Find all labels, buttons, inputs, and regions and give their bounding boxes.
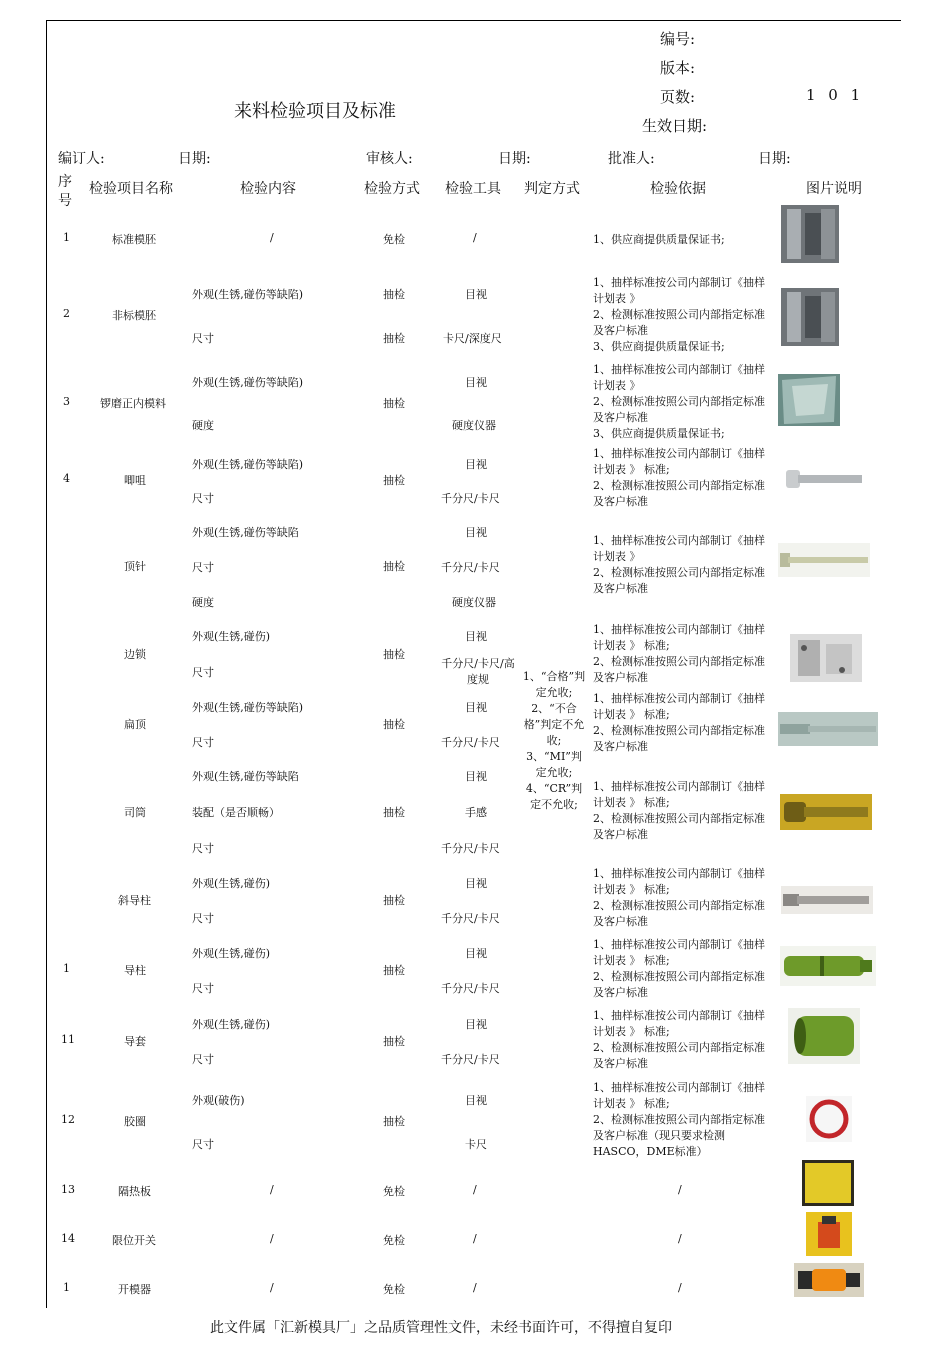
review-date-label: 日期:: [498, 151, 531, 167]
guide-bushing-photo: [788, 1008, 860, 1064]
ejector-pin-photo: [778, 543, 870, 577]
row-method: 抽检: [383, 560, 405, 573]
row-method: 抽检: [383, 894, 405, 907]
approver-label: 批准人:: [608, 151, 655, 167]
row-seq: 1: [63, 1281, 70, 1294]
row-basis: 1、抽样标准按公司内部制订《抽样计划表 》 标准; 2、检测标准按照公司内部指定标准及客户标准: [593, 692, 765, 753]
row-name: 导套: [124, 1035, 146, 1048]
row-seq: 4: [63, 472, 70, 485]
row-method: 抽检: [383, 648, 405, 661]
row-tool: 千分尺/卡尺: [441, 982, 500, 995]
row-seq: 11: [61, 1033, 75, 1046]
flat-ejector-photo: [778, 712, 878, 746]
row-name: 锣磨正内模料: [100, 397, 166, 410]
row-basis: 1、抽样标准按公司内部制订《抽样计划表 》 标准; 2、检测标准按照公司内部指定标准及客户标准（现只要求检测HASCO，DME标准）: [593, 1081, 765, 1158]
col-tool: 检验工具: [445, 181, 501, 197]
row-seq: 13: [61, 1183, 75, 1196]
reviewer-label: 审核人:: [366, 151, 413, 167]
row-basis: 1、抽样标准按公司内部制订《抽样计划表 》 标准; 2、检测标准按照公司内部指定标准及客户标准: [593, 623, 765, 684]
row-content: 尺寸: [192, 666, 214, 679]
row-content: 尺寸: [192, 1138, 214, 1151]
judge-criteria: 1、“合格”判定允收; 2、“不合格”判定不允收; 3、“MI”判定允收; 4、“CR”判定不允收;: [522, 670, 586, 811]
frame-top-border: [46, 20, 901, 21]
row-method: 抽检: [383, 397, 405, 410]
row-tool: 目视: [465, 288, 487, 301]
row-method: 免检: [383, 1185, 405, 1198]
ejector-sleeve-photo: [780, 794, 872, 830]
row-method: 抽检: [383, 718, 405, 731]
row-method: 抽检: [383, 332, 405, 345]
row-seq: 3: [63, 395, 70, 408]
mold-opener-photo: [794, 1263, 864, 1297]
side-lock-photo: [790, 634, 862, 682]
row-basis: /: [678, 1183, 682, 1196]
col-method: 检验方式: [364, 181, 420, 197]
row-tool: 千分尺/卡尺: [441, 842, 500, 855]
row-tool: 千分尺/卡尺: [441, 1053, 500, 1066]
row-basis: 1、抽样标准按公司内部制订《抽样计划表 》 2、检测标准按照公司内部指定标准及客户标准: [593, 534, 765, 595]
row-tool: 目视: [465, 458, 487, 471]
approve-date-label: 日期:: [758, 151, 791, 167]
row-content: 外观(生锈,碰伤): [192, 630, 271, 643]
row-tool: 目视: [465, 947, 487, 960]
row-tool: 目视: [465, 630, 487, 643]
row-content: 外观(生锈,碰伤等缺陷): [192, 288, 304, 301]
number-label: 编号:: [660, 30, 696, 48]
row-name: 非标模胚: [112, 309, 156, 322]
mold-material-photo: [778, 374, 840, 426]
row-name: 胶圈: [124, 1115, 146, 1128]
row-tool: /: [473, 1281, 477, 1294]
row-content: 尺寸: [192, 982, 214, 995]
pages-value: 1 0 1: [806, 86, 865, 104]
o-ring-photo: [806, 1096, 852, 1142]
row-name: 司筒: [124, 806, 146, 819]
row-tool: 目视: [465, 1094, 487, 1107]
row-content: 尺寸: [192, 736, 214, 749]
row-tool: 硬度仪器: [452, 596, 496, 609]
row-name: 顶针: [124, 560, 146, 573]
row-content: 外观(生锈,碰伤): [192, 1018, 271, 1031]
row-basis: 1、供应商提供质量保证书;: [593, 233, 725, 246]
row-tool: 目视: [465, 770, 487, 783]
sprue-bushing-photo: [786, 466, 864, 492]
col-judge: 判定方式: [524, 181, 580, 197]
row-content: /: [270, 1232, 274, 1245]
col-content: 检验内容: [240, 181, 296, 197]
row-basis: 1、抽样标准按公司内部制订《抽样计划表 》 标准; 2、检测标准按照公司内部指定标准及客户标准: [593, 447, 765, 508]
document-title: 来料检验项目及标准: [234, 101, 396, 122]
row-basis: 1、抽样标准按公司内部制订《抽样计划表 》 2、检测标准按照公司内部指定标准及客户标准 3、供应商提供质量保证书;: [593, 363, 765, 440]
row-basis: 1、抽样标准按公司内部制订《抽样计划表 》 标准; 2、检测标准按照公司内部指定标准及客户标准: [593, 780, 765, 841]
frame-left-border: [46, 20, 47, 1308]
row-tool: 手感: [465, 806, 487, 819]
col-seq-line1: 序: [58, 174, 72, 190]
angle-pin-photo: [781, 886, 873, 914]
row-name: 开模器: [118, 1283, 151, 1296]
row-method: 抽检: [383, 288, 405, 301]
mold-base-photo: [781, 205, 839, 263]
guide-pin-photo: [780, 946, 876, 986]
row-content: 硬度: [192, 596, 214, 609]
row-tool: 目视: [465, 877, 487, 890]
row-method: 抽检: [383, 806, 405, 819]
row-tool: 目视: [465, 1018, 487, 1031]
row-content: 外观(生锈,碰伤等缺陷): [192, 376, 304, 389]
row-seq: 1: [63, 962, 70, 975]
row-content: /: [270, 1183, 274, 1196]
row-seq: 14: [61, 1232, 75, 1245]
col-basis: 检验依据: [650, 181, 706, 197]
row-tool: 千分尺/卡尺: [441, 912, 500, 925]
effective-date-label: 生效日期:: [642, 117, 708, 135]
row-basis: 1、抽样标准按公司内部制订《抽样计划表 》 2、检测标准按照公司内部指定标准及客户标准 3、供应商提供质量保证书;: [593, 276, 765, 353]
row-name: 隔热板: [118, 1185, 151, 1198]
row-content: 尺寸: [192, 332, 214, 345]
row-tool: 千分尺/卡尺/高度规: [441, 657, 515, 686]
row-method: 抽检: [383, 474, 405, 487]
row-basis: /: [678, 1232, 682, 1245]
footer-notice: 此文件属「汇新模具厂」之品质管理性文件，未经书面许可，不得擅自复印: [210, 1320, 672, 1336]
row-name: 边锁: [124, 648, 146, 661]
row-content: 尺寸: [192, 492, 214, 505]
row-tool: 千分尺/卡尺: [441, 561, 500, 574]
row-method: 抽检: [383, 1115, 405, 1128]
row-seq: 1: [63, 231, 70, 244]
col-item-name: 检验项目名称: [89, 181, 173, 197]
row-method: 抽检: [383, 1035, 405, 1048]
row-content: 外观(生锈,碰伤等缺陷: [192, 770, 299, 783]
row-tool: 卡尺/深度尺: [443, 332, 502, 345]
row-content: /: [270, 1281, 274, 1294]
row-method: 免检: [383, 233, 405, 246]
compile-date-label: 日期:: [178, 151, 211, 167]
row-content: 尺寸: [192, 561, 214, 574]
row-name: 导柱: [124, 964, 146, 977]
row-method: 免检: [383, 1234, 405, 1247]
row-tool: 千分尺/卡尺: [441, 736, 500, 749]
compiler-label: 编订人:: [58, 151, 105, 167]
row-name: 斜导柱: [118, 894, 151, 907]
row-content: 外观(生锈,碰伤等缺陷: [192, 526, 299, 539]
row-content: 尺寸: [192, 912, 214, 925]
row-tool: /: [473, 1183, 477, 1196]
row-tool: 卡尺: [465, 1138, 487, 1151]
row-content: 外观(生锈,碰伤等缺陷): [192, 458, 304, 471]
row-method: 免检: [383, 1283, 405, 1296]
row-content: 尺寸: [192, 1053, 214, 1066]
row-name: 扁顶: [124, 718, 146, 731]
row-name: 唧咀: [124, 474, 146, 487]
row-tool: 千分尺/卡尺: [441, 492, 500, 505]
row-tool: 目视: [465, 526, 487, 539]
row-content: /: [270, 231, 274, 244]
col-picture: 图片说明: [806, 181, 862, 197]
row-content: 外观(生锈,碰伤等缺陷): [192, 701, 304, 714]
row-content: 装配（是否顺畅）: [192, 806, 280, 819]
row-content: 外观(生锈,碰伤): [192, 877, 271, 890]
row-seq: 12: [61, 1113, 75, 1126]
row-content: 外观(生锈,碰伤): [192, 947, 271, 960]
row-basis: 1、抽样标准按公司内部制订《抽样计划表 》 标准; 2、检测标准按照公司内部指定标准及客户标准: [593, 867, 765, 928]
row-name: 限位开关: [112, 1234, 156, 1247]
row-basis: 1、抽样标准按公司内部制订《抽样计划表 》 标准; 2、检测标准按照公司内部指定标准及客户标准: [593, 1009, 765, 1070]
row-tool: /: [473, 1232, 477, 1245]
row-content: 尺寸: [192, 842, 214, 855]
row-seq: 2: [63, 307, 70, 320]
row-tool: 目视: [465, 376, 487, 389]
row-basis: 1、抽样标准按公司内部制订《抽样计划表 》 标准; 2、检测标准按照公司内部指定标准及客户标准: [593, 938, 765, 999]
pages-label: 页数:: [660, 88, 696, 106]
insulation-board-photo: [802, 1160, 854, 1206]
col-seq-line2: 号: [58, 193, 72, 209]
mold-base-photo: [781, 288, 839, 346]
row-method: 抽检: [383, 964, 405, 977]
row-name: 标准模胚: [112, 233, 156, 246]
row-tool: 硬度仪器: [452, 419, 496, 432]
row-basis: /: [678, 1281, 682, 1294]
limit-switch-photo: [806, 1212, 852, 1256]
row-tool: /: [473, 231, 477, 244]
row-tool: 目视: [465, 701, 487, 714]
row-content: 外观(破伤): [192, 1094, 245, 1107]
version-label: 版本:: [660, 59, 696, 77]
row-content: 硬度: [192, 419, 214, 432]
